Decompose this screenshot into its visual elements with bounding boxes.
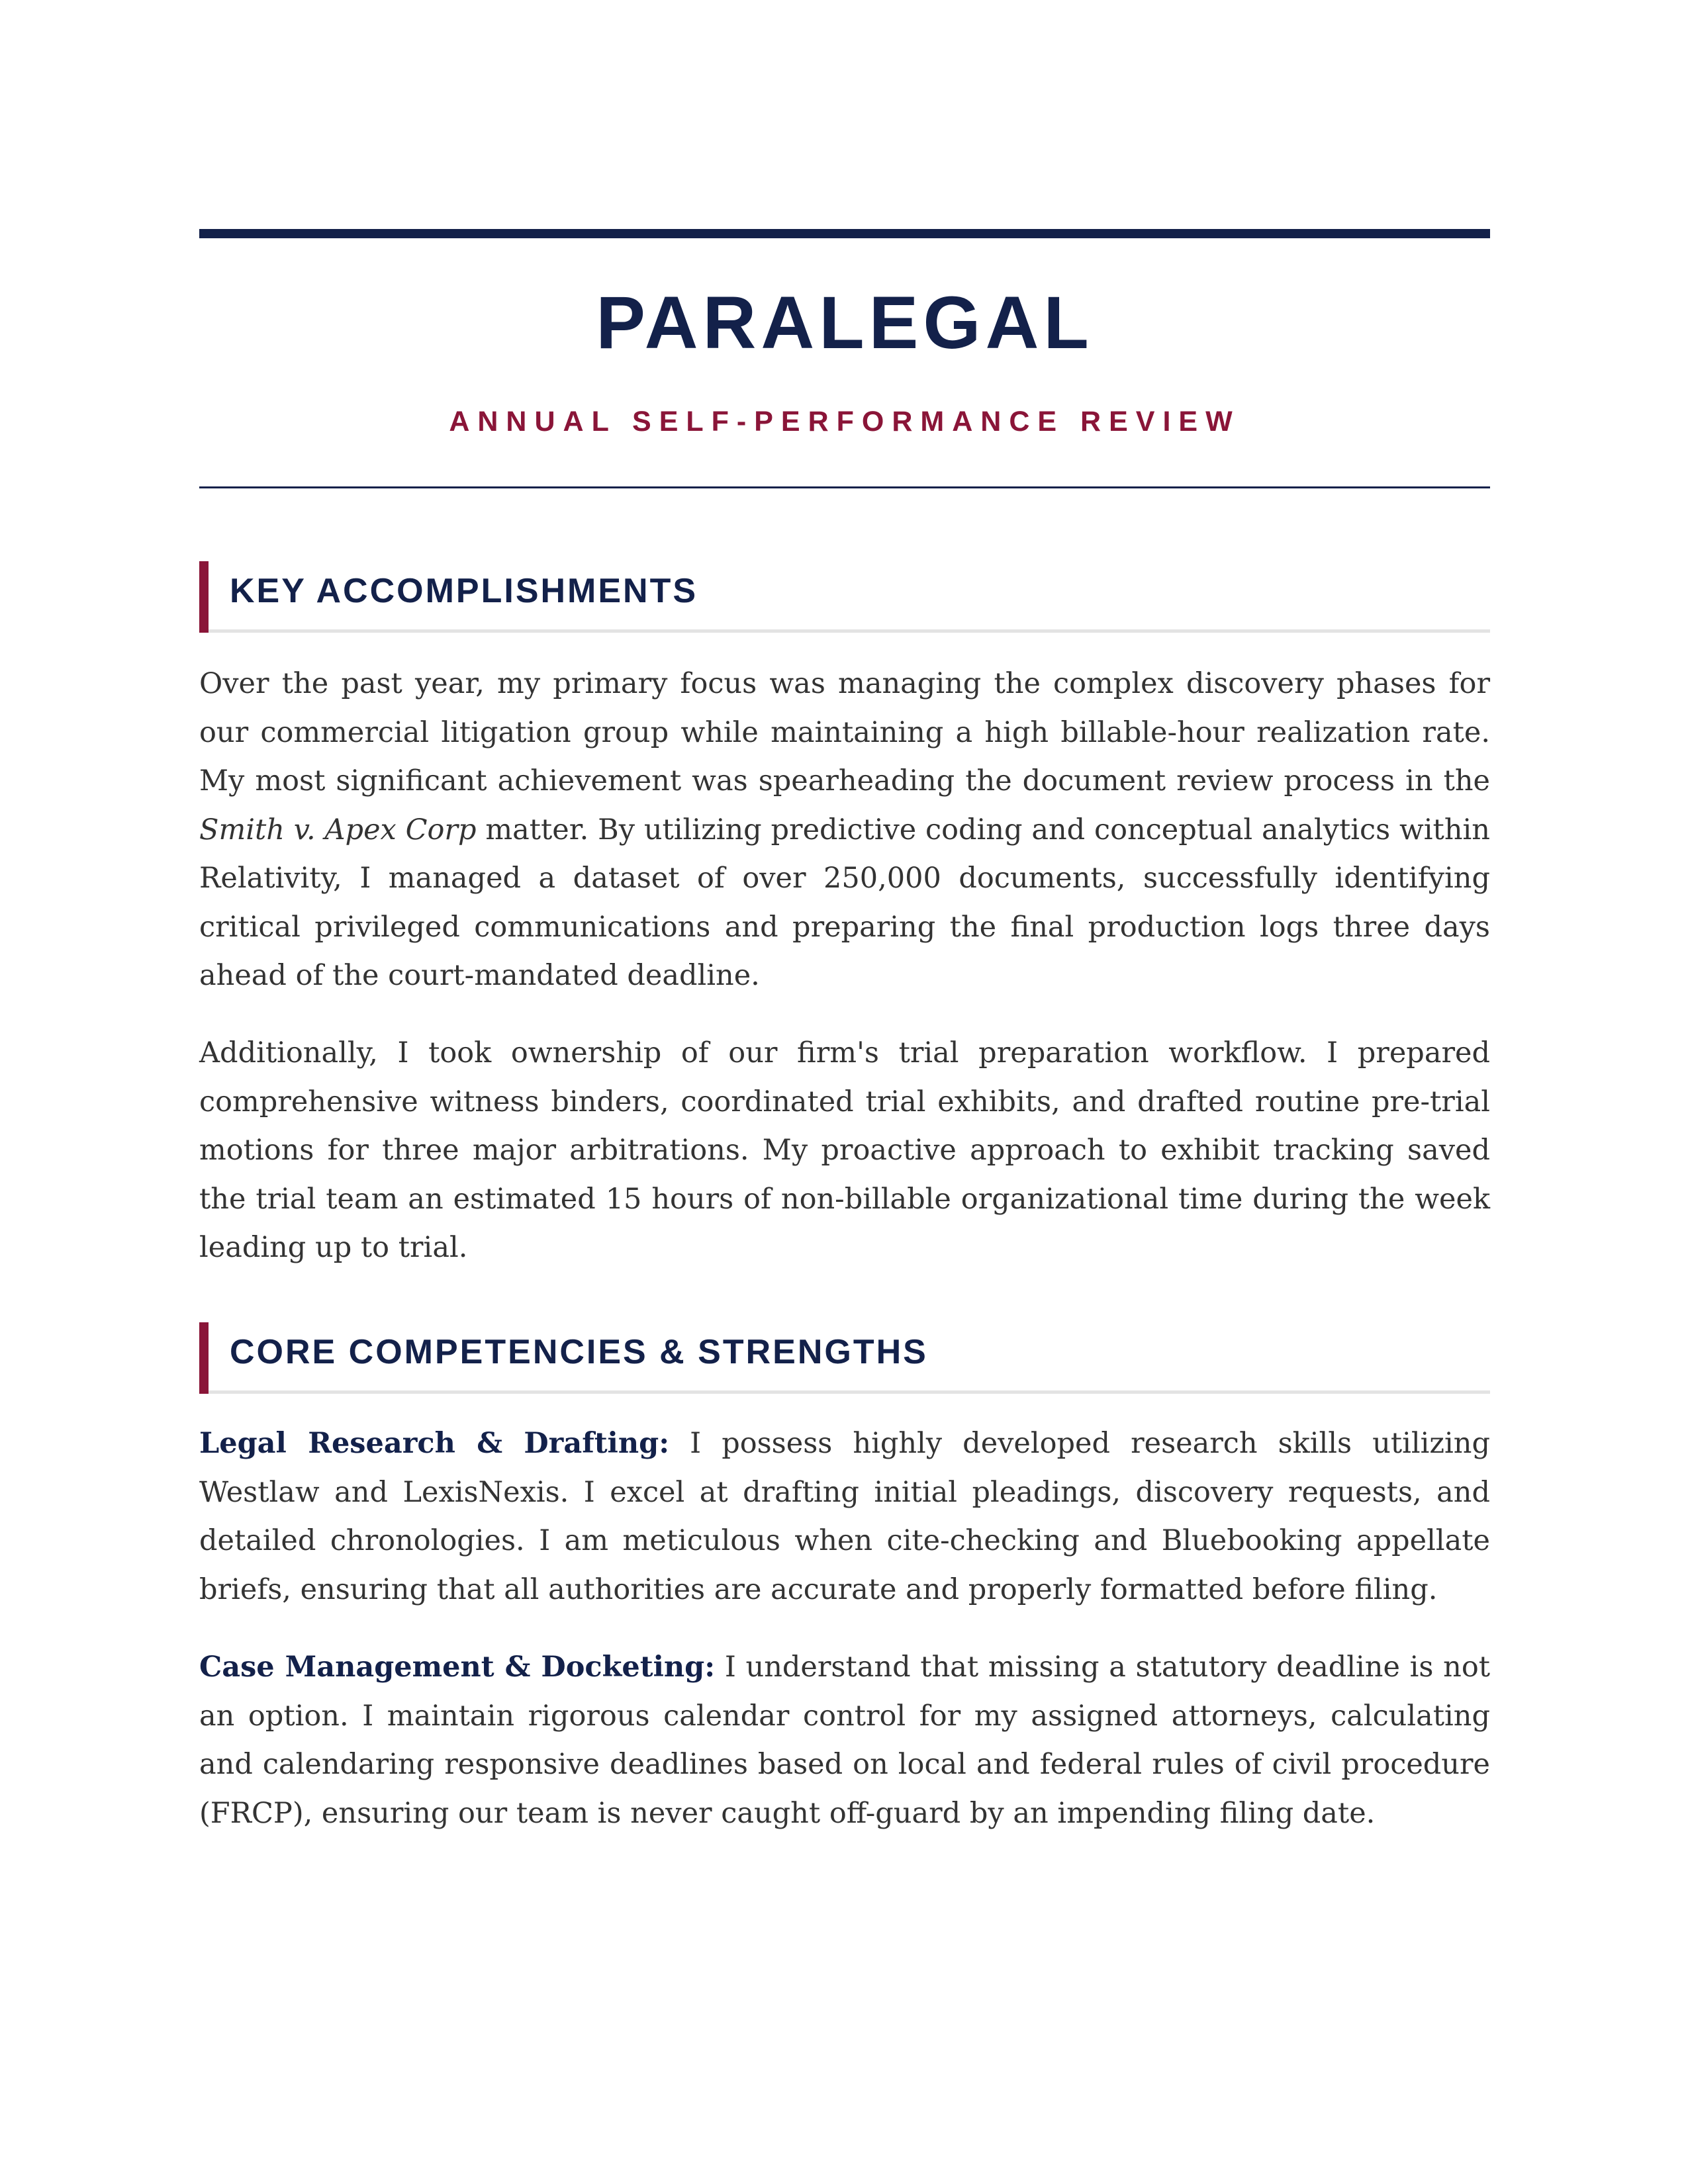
document-subtitle: ANNUAL SELF-PERFORMANCE REVIEW (449, 406, 1241, 437)
paragraph-text: Over the past year, my primary focus was managing the complex discovery phases for our commercial litigation group while maintaining a high billable-hour realization rate. My most significant achievement was spearheading the document review process in the (199, 667, 1490, 797)
competency-text: I understand that missing a statutory deadline is not an option. I maintain rigorous calendar control for my assigned attorneys, calculating and calendaring responsive deadlines based on local and federal rules of civil procedure (FRCP), ensuring our team is never caught off-guard by an impending filing date. (199, 1651, 1490, 1830)
competency-case-management (199, 1643, 1490, 1838)
section-accent-bar (199, 1322, 209, 1394)
section-heading-text: KEY ACCOMPLISHMENTS (230, 572, 698, 610)
paragraph-text: matter. By utilizing predictive coding and conceptual analytics within Relativity, I managed a dataset of over 250,000 documents, successfully identifying critical privileged communications and preparing the final production logs three days ahead of the court-mandated deadline. (199, 813, 1490, 992)
competency-legal-research (199, 1420, 1490, 1614)
accomplishments-paragraph-1 (199, 660, 1490, 1001)
competency-title: Case Management & Docketing: (199, 1651, 716, 1684)
case-name: Smith v. Apex Corp (199, 813, 477, 846)
top-rule (199, 229, 1490, 238)
section-heading-text: CORE COMPETENCIES & STRENGTHS (230, 1333, 928, 1371)
header-divider (199, 486, 1490, 488)
competency-title: Legal Research & Drafting: (199, 1427, 670, 1460)
section-accent-bar (199, 561, 209, 633)
section-heading-key-accomplishments (199, 561, 1490, 633)
section-heading-core-competencies (199, 1322, 1490, 1394)
accomplishments-paragraph-2: Additionally, I took ownership of our firm's trial preparation workflow. I prepared comprehensive witness binders, coordinated trial exhibits, and drafted routine pre-trial motions for three major arbitrations. My proactive approach to exhibit tracking saved the trial team an estimated 15 hours of non-billable organizational time during the week leading up to trial. (199, 1036, 1490, 1264)
document-title: PARALEGAL (596, 281, 1094, 364)
competency-text: I possess highly developed research skills utilizing Westlaw and LexisNexis. I excel at drafting initial pleadings, discovery requests, and detailed chronologies. I am meticulous when cite-checking and Bluebooking appellate briefs, ensuring that all authorities are accurate and properly formatted before filing. (199, 1427, 1490, 1606)
